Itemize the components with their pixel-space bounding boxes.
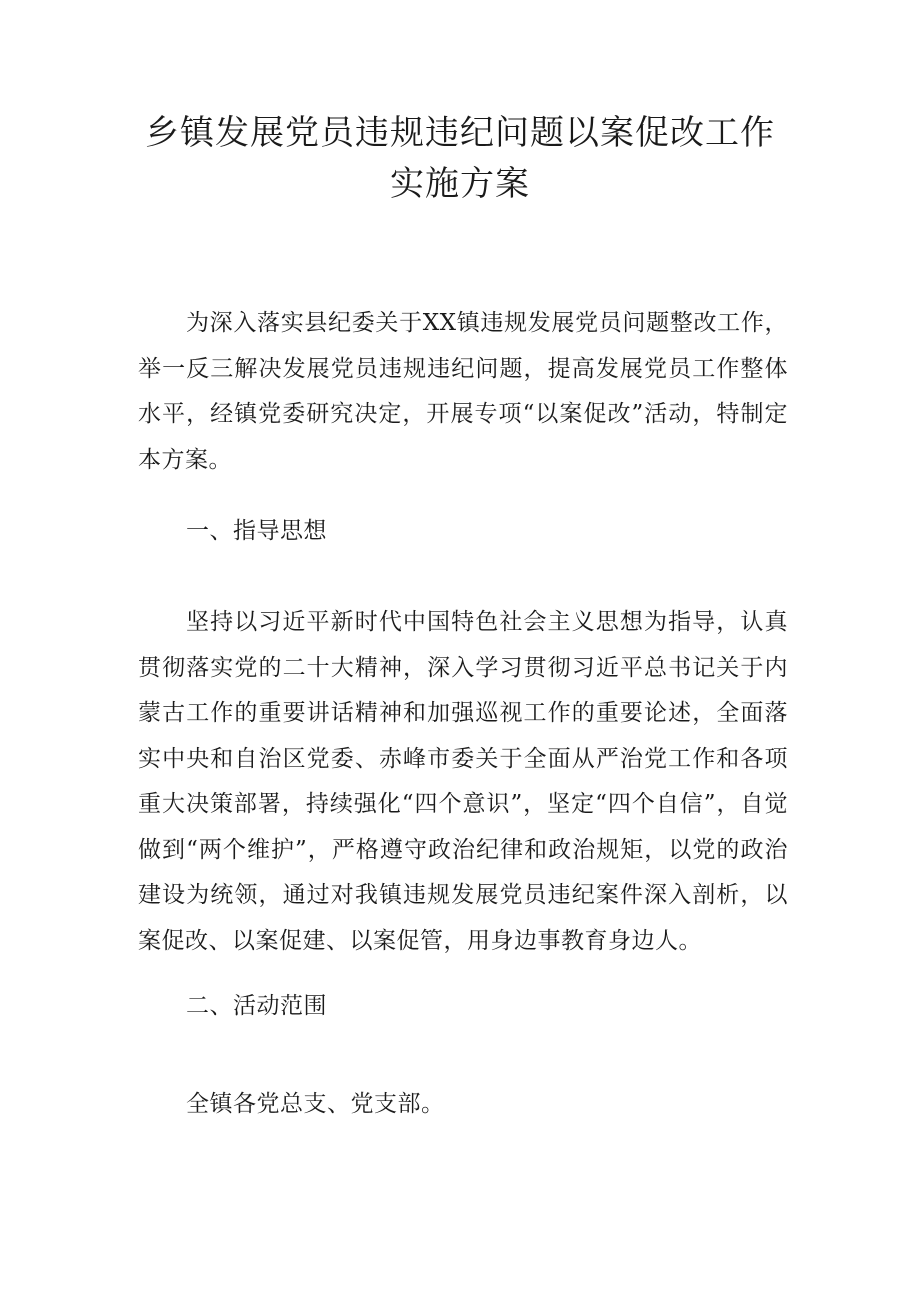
section-heading-guiding-ideology: 一、指导思想 (186, 518, 327, 544)
activity-scope-paragraph: 全镇各党总支、党支部。 (186, 1091, 445, 1117)
section-heading-activity-scope: 二、活动范围 (186, 993, 327, 1019)
guiding-ideology-paragraph: 坚持以习近平新时代中国特色社会主义思想为指导，认真贯彻落实党的二十大精神，深入学习贯彻习近平总书记关于内蒙古工作的重要讲话精神和加强巡视工作的重要论述，全面落实中央和自治区党委、赤峰市委关于全面从严治党工作和各项重大决策部署，持续强化“四个意识”，坚定“四个自信”，自觉做到“两个维护”，严格遵守政治纪律和政治规矩，以党的政治建设为统领，通过对我镇违规发展党员违纪案件深入剖析，以案促改、以案促建、以案促管，用身边事教育身边人。 (138, 609, 788, 954)
document-title-line-1: 乡镇发展党员违规违纪问题以案促改工作 (145, 113, 775, 153)
document-title-line-2: 实施方案 (390, 164, 530, 204)
intro-paragraph: 为深入落实县纪委关于XX镇违规发展党员问题整改工作，举一反三解决发展党员违规违纪问题，提高发展党员工作整体水平，经镇党委研究决定，开展专项“以案促改”活动，特制定本方案。 (138, 310, 788, 473)
